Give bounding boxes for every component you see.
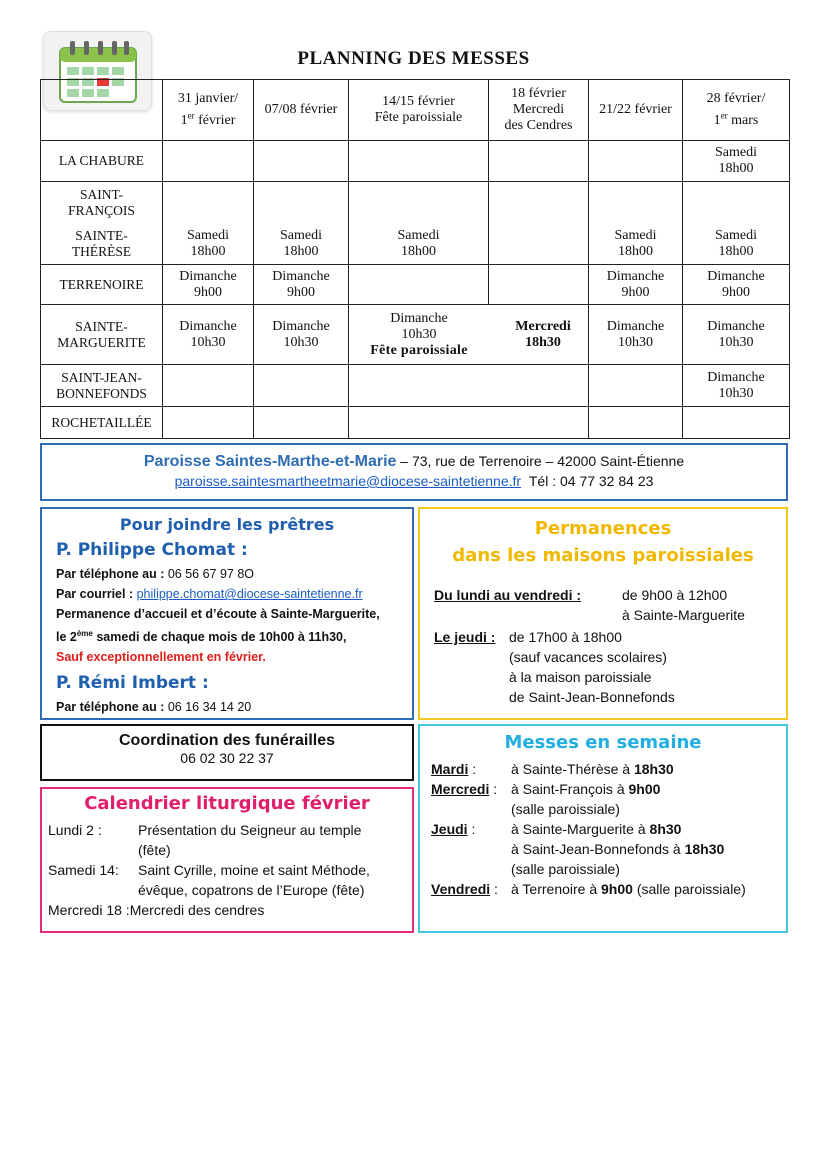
mass-cell: Dimanche 10h30 Fête paroissiale Mercredi 18h30 xyxy=(349,305,589,365)
list-item: (salle paroissiale) xyxy=(511,861,620,877)
mass-cell: Dimanche 10h30 xyxy=(589,305,683,365)
mass-cell: Dimanche 10h30 xyxy=(254,305,349,365)
date-header: 18 février Mercredi des Cendres xyxy=(489,80,589,141)
mass-cell: Dimanche 9h00 xyxy=(254,265,349,305)
church-name: SAINT- FRANÇOIS xyxy=(41,182,163,225)
mass-cell: Dimanche 9h00 xyxy=(589,265,683,305)
thursday-label: Le jeudi : xyxy=(434,629,496,645)
mass-cell: Dimanche 10h30 xyxy=(683,305,790,365)
list-item: Mardi : à Sainte-Thérèse à 18h30 xyxy=(431,761,674,777)
parish-name: Paroisse Saintes-Marthe-et-Marie xyxy=(143,453,397,470)
list-item: Mercredi 18 : Mercredi des cendres xyxy=(48,902,265,918)
church-name: SAINT-JEAN- BONNEFONDS xyxy=(41,365,163,407)
table-row xyxy=(41,305,790,365)
list-item: à Saint-Jean-Bonnefonds à 18h30 xyxy=(511,841,725,857)
liturgical-calendar-box xyxy=(40,787,414,933)
priest-email-link[interactable]: philippe.chomat@diocese-saintetienne.fr xyxy=(136,587,363,601)
email-label: Par courriel : xyxy=(56,587,134,601)
priest-name: P. Philippe Chomat : xyxy=(56,540,248,560)
weekdays-label: Du lundi au vendredi : xyxy=(434,587,582,603)
list-item: Mercredi : à Saint-François à 9h00 xyxy=(431,781,661,797)
table-row xyxy=(41,225,790,265)
thursday-place: de Saint-Jean-Bonnefonds xyxy=(509,689,675,705)
table-header-row xyxy=(41,80,790,141)
parish-address: – 73, rue de Terrenoire – 42000 Saint-Étienne xyxy=(396,453,685,469)
table-row xyxy=(41,141,790,182)
table-row xyxy=(41,365,790,407)
date-header: 31 janvier/ 1er février xyxy=(163,80,254,141)
phone-label: Par téléphone au : xyxy=(56,700,165,715)
thursday-note: (sauf vacances scolaires) xyxy=(509,649,667,665)
priest-phone: 06 56 67 97 8O xyxy=(164,567,255,581)
list-item: (salle paroissiale) xyxy=(511,801,620,817)
list-item: Lundi 2 : Présentation du Seigneur au temple xyxy=(48,822,362,838)
permanences-box xyxy=(418,507,788,720)
church-name: SAINTE- THÉRÈSE xyxy=(41,225,163,265)
date-header: 21/22 février xyxy=(589,80,683,141)
mass-cell: Dimanche 10h30 xyxy=(683,365,790,407)
church-name: ROCHETAILLÉE xyxy=(41,407,163,439)
calendar-heading: Calendrier liturgique février xyxy=(84,793,370,814)
weekdays-place: à Sainte-Marguerite xyxy=(622,607,745,623)
date-header: 14/15 février Fête paroissiale xyxy=(349,80,489,141)
permanences-heading: Permanences dans les maisons paroissiales xyxy=(452,518,754,566)
mass-cell: Samedi 18h00 xyxy=(349,225,489,265)
mass-cell: Dimanche 9h00 xyxy=(163,265,254,305)
page-title: PLANNING DES MESSES xyxy=(297,48,530,69)
list-item: Samedi 14: Saint Cyrille, moine et saint Méthode, xyxy=(48,862,370,878)
table-row xyxy=(41,182,790,225)
mass-cell: Samedi 18h00 xyxy=(163,225,254,265)
weekday-masses-heading: Messes en semaine xyxy=(504,732,702,753)
mass-cell: Dimanche 10h30 xyxy=(163,305,254,365)
header-corner xyxy=(41,80,163,141)
church-name: TERRENOIRE xyxy=(41,265,163,305)
priests-contact-box xyxy=(40,507,414,720)
weekdays-time: de 9h00 à 12h00 xyxy=(622,587,728,603)
list-item: Jeudi : à Sainte-Marguerite à 8h30 xyxy=(431,821,682,837)
list-item: Vendredi : à Terrenoire à 9h00 (salle paroissiale) xyxy=(431,881,746,897)
mass-cell: Samedi 18h00 xyxy=(683,225,790,265)
mass-schedule-table xyxy=(40,79,790,439)
funerals-phone: 06 02 30 22 37 xyxy=(180,750,274,766)
funerals-heading: Coordination des funérailles xyxy=(118,732,336,749)
funerals-box xyxy=(40,724,414,781)
priest-name: P. Rémi Imbert : xyxy=(56,673,209,694)
date-header: 07/08 février xyxy=(254,80,349,141)
date-header: 28 février/ 1er mars xyxy=(683,80,790,141)
parish-email-link[interactable]: paroisse.saintesmartheetmarie@diocese-saintetienne.fr xyxy=(174,473,522,489)
parish-phone: Tél : 04 77 32 84 23 xyxy=(528,473,654,489)
list-item: (fête) xyxy=(138,842,171,858)
church-name: SAINTE- MARGUERITE xyxy=(41,305,163,365)
mass-cell: Samedi 18h00 xyxy=(683,141,790,182)
exception-note: Sauf exceptionnellement en février. xyxy=(56,650,266,665)
mass-cell: Samedi 18h00 xyxy=(589,225,683,265)
church-name: LA CHABURE xyxy=(41,141,163,182)
priests-heading: Pour joindre les prêtres xyxy=(119,515,335,534)
table-row xyxy=(41,407,790,439)
mass-cell: Samedi 18h00 xyxy=(254,225,349,265)
thursday-time: de 17h00 à 18h00 xyxy=(509,629,622,645)
weekday-masses-box xyxy=(418,724,788,933)
list-item: évêque, copatrons de l’Europe (fête) xyxy=(138,882,365,898)
thursday-place: à la maison paroissiale xyxy=(509,669,652,685)
permanence-text: Permanence d’accueil et d’écoute à Sainte-Marguerite, le 2ème samedi de chaque mois de 10h00 à 11h30, xyxy=(56,607,380,645)
mass-cell: Dimanche 9h00 xyxy=(683,265,790,305)
phone-label: Par téléphone au : xyxy=(56,567,165,581)
table-row xyxy=(41,265,790,305)
parish-info-box xyxy=(40,443,788,501)
priest-phone: 06 16 34 14 20 xyxy=(164,700,252,715)
